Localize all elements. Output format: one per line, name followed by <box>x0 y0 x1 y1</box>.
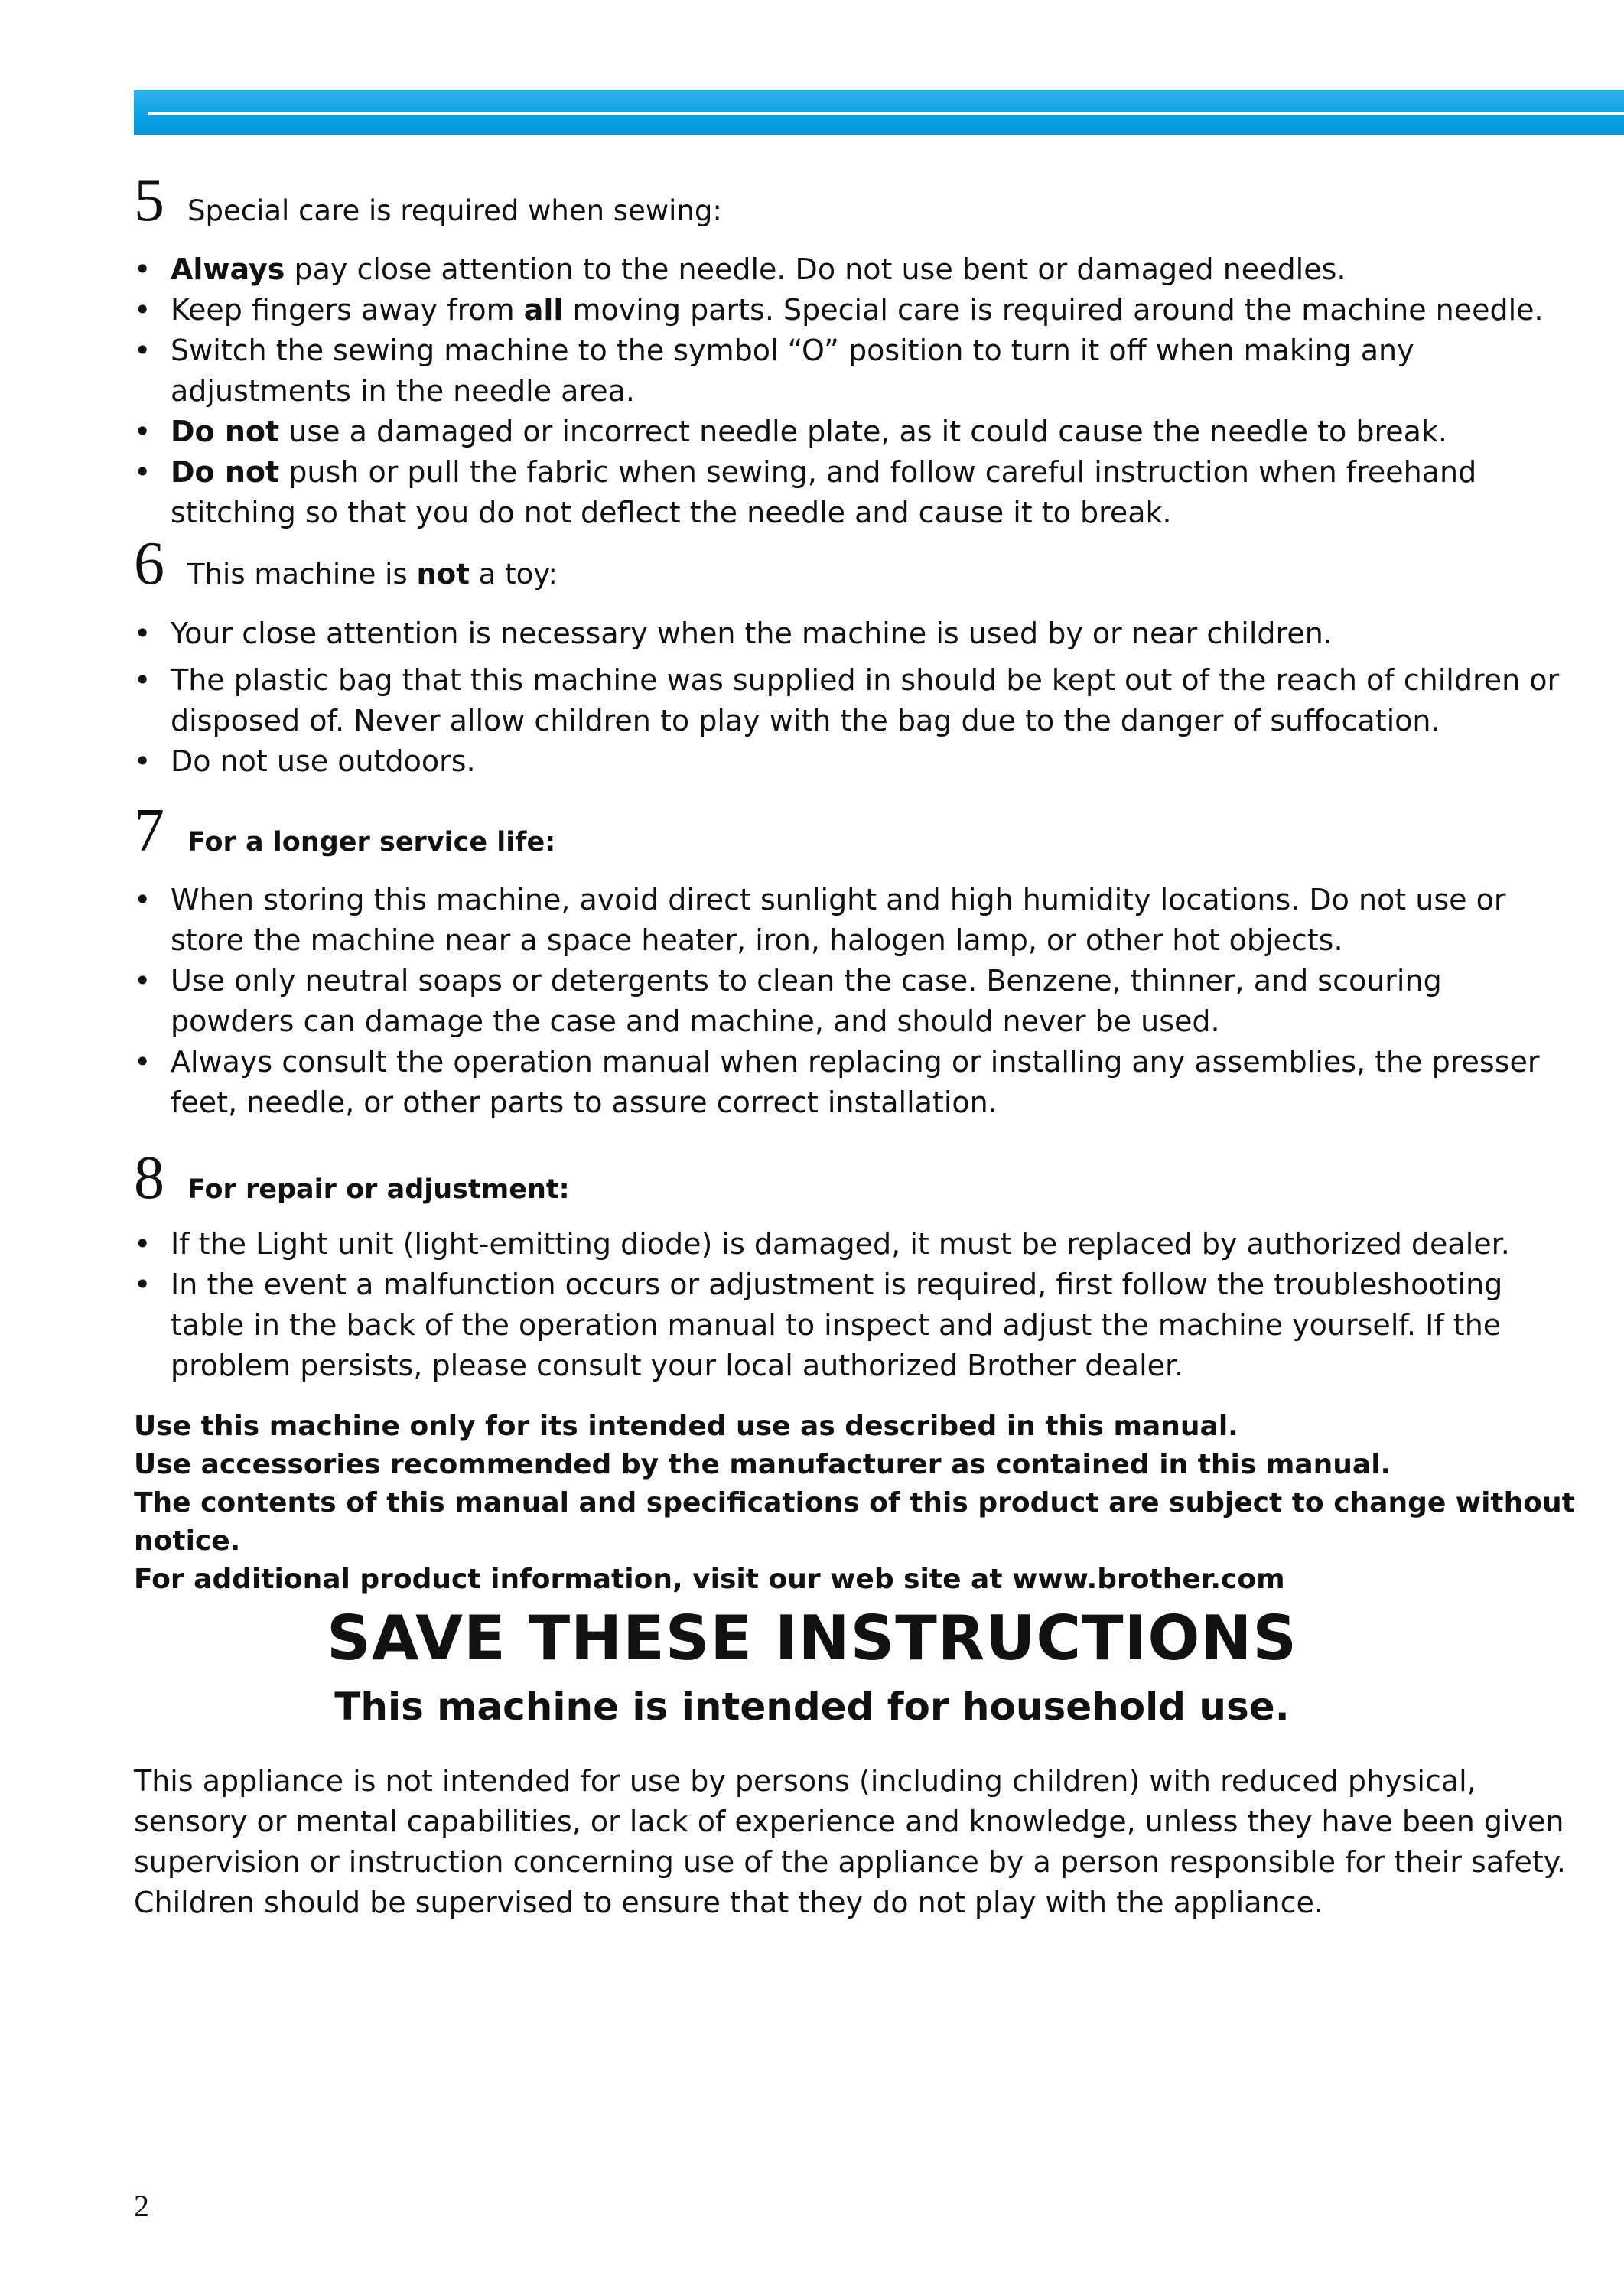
list-item: • Always pay close attention to the needle. Do not use bent or damaged needles. <box>134 249 1572 290</box>
list-item: • Your close attention is necessary when the machine is used by or near children. <box>134 614 1572 654</box>
list-item: • Do not use a damaged or incorrect needle plate, as it could cause the needle to break. <box>134 412 1572 452</box>
header-bar-rule <box>148 112 1624 115</box>
page-number: 2 <box>134 2189 149 2223</box>
section-6-list <box>134 614 1572 782</box>
list-item: • When storing this machine, avoid direct sunlight and high humidity locations. Do not use or store the machine near a space heater, iron, halogen lamp, or other hot objects. <box>134 880 1572 961</box>
household-use-subtitle: This machine is intended for household use. <box>334 1685 1290 1729</box>
section-title: For repair or adjustment: <box>187 1174 570 1205</box>
list-item: • Do not use outdoors. <box>134 741 1572 782</box>
list-item: • Switch the sewing machine to the symbol “O” position to turn it off when making any adjustments in the needle area. <box>134 330 1572 412</box>
section-title <box>187 194 722 227</box>
list-item: • The plastic bag that this machine was supplied in should be kept out of the reach of children or disposed of. Never allow children to play with the bag due to the danger of suffocation. <box>134 660 1572 741</box>
notice-line: Use this machine only for its intended use as described in this manual. <box>134 1411 1238 1442</box>
section-6-heading <box>134 530 558 597</box>
title-part: Special care is required when sewing: <box>187 194 722 227</box>
notice-line: For additional product information, visit our web site at www.brother.com <box>134 1564 1285 1595</box>
section-number: 7 <box>134 797 164 864</box>
section-8-heading <box>134 1144 570 1212</box>
section-title: For a longer service life: <box>187 827 556 858</box>
section-5-heading <box>134 167 722 234</box>
list-item: • In the event a malfunction occurs or adjustment is required, first follow the troubleshooting table in the back of the operation manual to inspect and adjust the machine yourself. If the problem persists, please consult your local authorized Brother dealer. <box>134 1265 1572 1386</box>
list-item: • Do not push or pull the fabric when sewing, and follow careful instruction when freehand stitching so that you do not deflect the needle and cause it to break. <box>134 452 1572 533</box>
section-7-list <box>134 880 1572 1123</box>
section-number: 5 <box>134 167 164 234</box>
closing-paragraph: This appliance is not intended for use by persons (including children) with reduced physical, sensory or mental capabilities, or lack of experience and knowledge, unless they have been given supervision or instruction concerning use of the appliance by a person responsible for their safety. Children should be supervised to ensure that they do not play with the appliance. <box>134 1764 1566 1919</box>
notice-block <box>134 1408 1587 1599</box>
list-item: • Always consult the operation manual when replacing or installing any assemblies, the presser feet, needle, or other parts to assure correct installation. <box>134 1042 1572 1123</box>
section-title: This machine is not a toy: <box>187 558 558 591</box>
list-item: • If the Light unit (light-emitting diode) is damaged, it must be replaced by authorized dealer. <box>134 1224 1572 1265</box>
list-item: • Use only neutral soaps or detergents to clean the case. Benzene, thinner, and scouring powders can damage the case and machine, and should never be used. <box>134 961 1572 1042</box>
section-5-list <box>134 249 1572 533</box>
notice-line: Use accessories recommended by the manufacturer as contained in this manual. <box>134 1449 1391 1480</box>
list-item: • Keep fingers away from all moving parts. Special care is required around the machine needle. <box>134 290 1572 330</box>
section-7-heading <box>134 797 556 864</box>
save-instructions-title: SAVE THESE INSTRUCTIONS <box>327 1603 1297 1674</box>
notice-line: The contents of this manual and specifications of this product are subject to change without notice. <box>134 1487 1575 1557</box>
section-8-list <box>134 1224 1572 1386</box>
section-number: 8 <box>134 1144 164 1212</box>
header-bar <box>134 90 1624 135</box>
section-number: 6 <box>134 530 164 597</box>
